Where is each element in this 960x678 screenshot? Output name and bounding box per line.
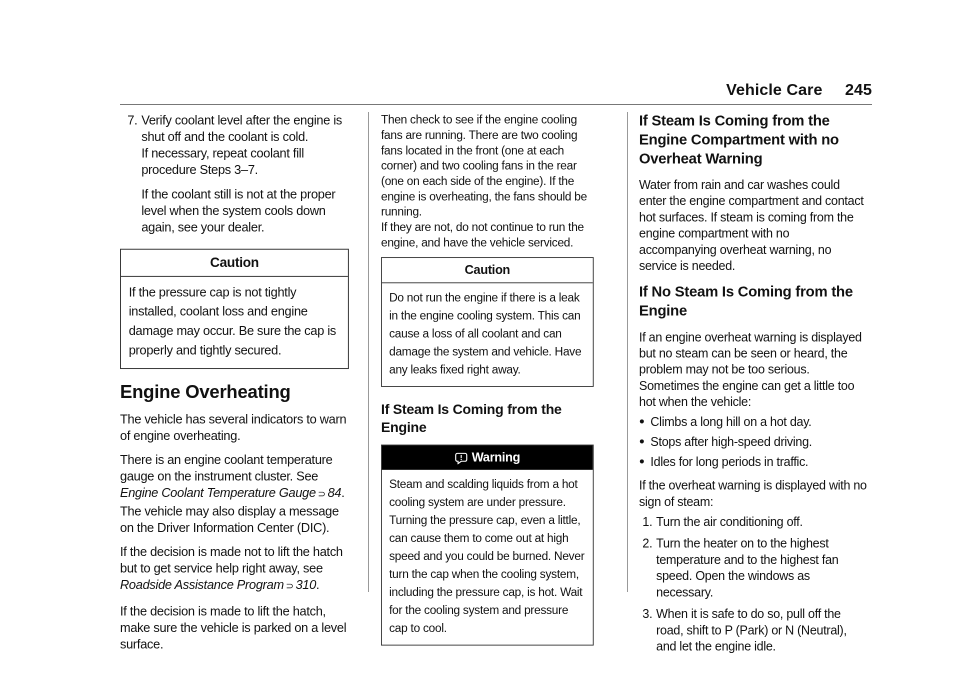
step-text: Turn the air conditioning off. bbox=[656, 514, 803, 529]
column-divider bbox=[627, 112, 628, 592]
caution-body: If the pressure cap is not tightly installed, coolant loss and engine damage may occur. Be sure the cap is properly and tightly secured. bbox=[128, 284, 337, 358]
step-text: Turn the heater on to the highest temperature and to the highest fan speed. Open the windows as necessary. bbox=[656, 536, 839, 600]
paragraph-3: If the overheat warning is displayed with no sign of steam: bbox=[639, 478, 867, 509]
list-item-text: Stops after high-speed driving. bbox=[650, 434, 813, 449]
step-item bbox=[639, 606, 867, 655]
cross-reference-link[interactable]: Engine Coolant Temperature Gauge bbox=[120, 485, 316, 500]
step-text: Verify coolant level after the engine is shut off and the coolant is cold. bbox=[141, 112, 343, 145]
page-ref-number[interactable]: 310 bbox=[295, 577, 317, 593]
subsection-heading: If Steam Is Coming from the Engine bbox=[381, 402, 562, 436]
column-3 bbox=[639, 112, 867, 660]
paragraph-1: Then check to see if the engine cooling fans are running. There are two cooling fans located in the front (one at each corner) and two cooling fans in the rear (one on each side of the engine). If the engine is overheating, the fans should be running. bbox=[381, 112, 587, 219]
page-ref-icon: ⊃ bbox=[285, 581, 294, 593]
column-1 bbox=[120, 112, 349, 660]
page-ref-number[interactable]: 84 bbox=[327, 485, 342, 500]
warning-box bbox=[381, 445, 594, 646]
step-item bbox=[639, 535, 867, 600]
step-number: 7. bbox=[127, 112, 138, 128]
running-header bbox=[726, 82, 872, 100]
paragraph-3 bbox=[120, 544, 349, 595]
caution-box bbox=[381, 257, 594, 387]
warning-icon bbox=[455, 451, 468, 464]
list-item bbox=[639, 434, 867, 450]
warning-title: Warning bbox=[471, 449, 521, 465]
caution-title: Caution bbox=[382, 258, 593, 283]
column-2 bbox=[381, 112, 594, 660]
step-number: 2. bbox=[642, 536, 653, 551]
warning-header bbox=[382, 445, 593, 469]
paragraph-4: If the decision is made to lift the hatch, make sure the vehicle is parked on a level surface. bbox=[120, 603, 347, 652]
page-number: 245 bbox=[845, 82, 872, 99]
step-7 bbox=[120, 112, 349, 145]
step-7-detail bbox=[120, 145, 349, 235]
paragraph-2: If they are not, do not continue to run the engine, and have the vehicle serviced. bbox=[381, 220, 584, 249]
list-item bbox=[639, 414, 867, 430]
bullet-icon: ● bbox=[639, 436, 645, 447]
header-rule bbox=[120, 104, 872, 105]
column-divider bbox=[368, 112, 369, 592]
text: If the decision is made not to lift the hatch but to get service help right away, see bbox=[120, 544, 343, 576]
list-item bbox=[639, 454, 867, 470]
step-7-sub-1: If necessary, repeat coolant fill procedure Steps 3–7. bbox=[141, 145, 304, 177]
step-number: 3. bbox=[642, 606, 653, 621]
caution-box bbox=[120, 249, 349, 369]
steps-list bbox=[639, 513, 867, 654]
step-7-sub-2: If the coolant still is not at the proper level when the system cools down again, see your dealer. bbox=[141, 186, 336, 235]
warning-body: Steam and scalding liquids from a hot cooling system are under pressure. Turning the pressure cap, even a little, can cause them to come out at high speed and you could be burned. Never turn the cap when the cooling system, including the pressure cap, is hot. Wait for the cooling system and pressure cap to cool. bbox=[389, 477, 585, 635]
subsection-heading: If No Steam Is Coming from the Engine bbox=[639, 284, 853, 320]
caution-body: Do not run the engine if there is a leak in the engine cooling system. This can cause a loss of all coolant and can damage the system and vehicle. Have any leaks fixed right away. bbox=[389, 290, 582, 377]
section-heading: Engine Overheating bbox=[120, 382, 291, 403]
step-number: 1. bbox=[642, 514, 653, 529]
paragraph-2: If an engine overheat warning is displayed but no steam can be seen or heard, the problem may not be too serious. Sometimes the engine can get a little too hot when the vehicle: bbox=[639, 329, 862, 409]
section-title: Vehicle Care bbox=[726, 82, 823, 99]
paragraph-2 bbox=[120, 451, 349, 535]
list-item-text: Climbs a long hill on a hot day. bbox=[650, 414, 812, 429]
text: . The vehicle may also display a message on the Driver Information Center (DIC). bbox=[120, 485, 345, 535]
subsection-heading: If Steam Is Coming from the Engine Compartment with no Overheat Warning bbox=[639, 112, 839, 168]
page-ref-icon: ⊃ bbox=[317, 489, 326, 500]
cross-reference-link[interactable]: Roadside Assistance Program bbox=[120, 577, 284, 593]
text: . bbox=[316, 577, 320, 593]
text: There is an engine coolant temperature gauge on the instrument cluster. See bbox=[120, 452, 333, 484]
step-item bbox=[639, 513, 867, 529]
bullet-icon: ● bbox=[639, 416, 645, 427]
caution-title: Caution bbox=[121, 250, 348, 277]
step-text: When it is safe to do so, pull off the road, shift to P (Park) or N (Neutral), and let the engine idle. bbox=[656, 606, 847, 654]
paragraph-1: The vehicle has several indicators to warn of engine overheating. bbox=[120, 411, 347, 443]
list-item-text: Idles for long periods in traffic. bbox=[650, 454, 809, 469]
bullet-icon: ● bbox=[639, 456, 645, 467]
paragraph-1: Water from rain and car washes could enter the engine compartment and contact hot surfaces. If steam is coming from the engine compartment with no accompanying overheat warning, no service is needed. bbox=[639, 177, 864, 273]
